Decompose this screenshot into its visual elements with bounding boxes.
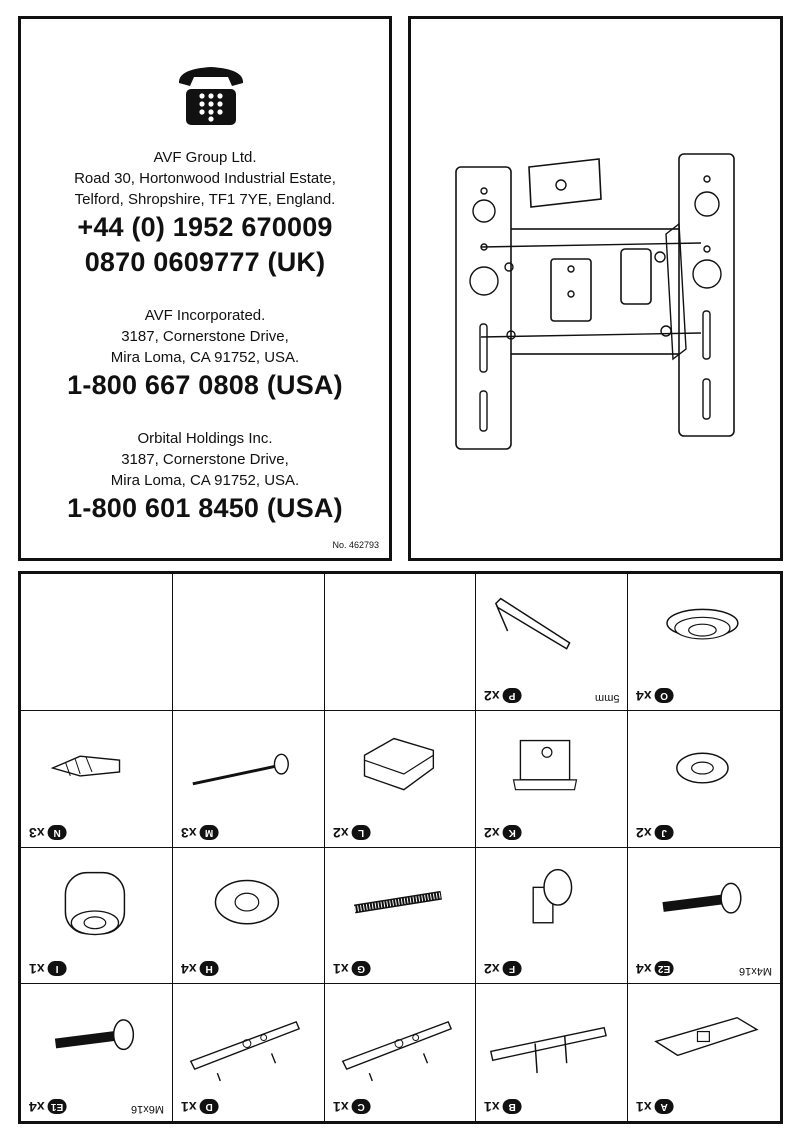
part-id-badge: J: [655, 825, 674, 840]
contact-panel: [18, 16, 392, 561]
part-cell-n: [21, 711, 173, 848]
part-label: [333, 1099, 371, 1115]
part-label: [484, 1099, 522, 1115]
part-label: [484, 961, 522, 977]
office-address-line: 3187, Cornerstone Drive,: [121, 451, 289, 468]
part-cell-j: [628, 711, 780, 848]
part-id-badge: D: [199, 1100, 218, 1115]
part-size-note: M6x16: [130, 1103, 164, 1115]
part-label: [636, 688, 674, 704]
part-cell-empty: [173, 574, 325, 711]
office-address-line: 3187, Cornerstone Drive,: [121, 328, 289, 345]
part-id-badge: E1: [48, 1100, 67, 1115]
part-id-badge: G: [351, 962, 370, 977]
part-cell-l: [325, 711, 477, 848]
part-label: [181, 1099, 219, 1115]
part-id-badge: O: [655, 688, 674, 703]
part-id-badge: E2: [655, 962, 674, 977]
part-quantity: x4: [636, 687, 652, 704]
part-id-badge: M: [199, 825, 218, 840]
part-quantity: x3: [180, 824, 197, 841]
office-avf-group: [21, 147, 389, 280]
office-name: AVF Incorporated.: [144, 307, 266, 324]
part-quantity: x3: [29, 824, 45, 841]
part-id-badge: K: [503, 825, 522, 840]
office-avf-inc: [21, 305, 389, 403]
part-size-note: 5mm: [594, 691, 620, 704]
part-id-badge: B: [503, 1100, 522, 1115]
part-quantity: x1: [180, 1099, 197, 1115]
parts-list-grid: [18, 571, 783, 1124]
part-quantity: x1: [332, 1099, 349, 1115]
phone-number: 1-800 601 8450 (USA): [67, 493, 343, 523]
phone-number: 1-800 667 0808 (USA): [67, 370, 343, 400]
office-address-line: Telford, Shropshire, TF1 7YE, England.: [74, 191, 336, 208]
office-address-line: Mira Loma, CA 91752, USA.: [110, 472, 300, 489]
part-cell-p: [476, 574, 628, 711]
part-label: [636, 1099, 674, 1115]
tv-bracket-assembly-illustration: [411, 19, 780, 558]
part-label: [636, 961, 674, 977]
part-id-badge: L: [351, 825, 370, 840]
part-quantity: x1: [332, 961, 349, 978]
part-id-badge: F: [503, 962, 522, 977]
part-quantity: x2: [484, 824, 500, 841]
part-id-badge: C: [351, 1100, 370, 1115]
part-label: [484, 688, 522, 704]
part-cell-empty: [21, 574, 173, 711]
part-quantity: x1: [484, 1099, 500, 1115]
phone-number: 0870 0609777 (UK): [84, 247, 326, 277]
telephone-icon: [176, 61, 246, 127]
office-address-line: Mira Loma, CA 91752, USA.: [110, 349, 300, 366]
part-id-badge: N: [48, 825, 67, 840]
part-cell-m: [173, 711, 325, 848]
part-cell-b: [476, 984, 628, 1121]
part-label: [181, 961, 219, 977]
part-label: [333, 961, 371, 977]
part-id-badge: I: [48, 962, 67, 977]
part-cell-h: [173, 848, 325, 985]
part-cell-f: [476, 848, 628, 985]
part-label: [181, 825, 219, 841]
part-quantity: x2: [484, 961, 500, 978]
part-label: [29, 825, 67, 841]
part-quantity: x4: [180, 961, 197, 978]
part-cell-c: [325, 984, 477, 1121]
part-id-badge: A: [655, 1100, 674, 1115]
part-cell-d: [173, 984, 325, 1121]
office-name: Orbital Holdings Inc.: [137, 430, 273, 447]
part-label: [484, 825, 522, 841]
part-id-badge: H: [199, 962, 218, 977]
part-label: [333, 825, 371, 841]
office-orbital: [21, 428, 389, 526]
part-cell-k: [476, 711, 628, 848]
reference-number: No. 462793: [332, 540, 379, 550]
bracket-illustration-panel: [408, 16, 783, 561]
part-cell-e1: [21, 984, 173, 1121]
office-name: AVF Group Ltd.: [153, 149, 257, 166]
part-label: [29, 1099, 67, 1115]
part-quantity: x1: [636, 1099, 652, 1115]
part-cell-g: [325, 848, 477, 985]
office-address-line: Road 30, Hortonwood Industrial Estate,: [74, 170, 336, 187]
part-quantity: x2: [332, 824, 349, 841]
part-size-note: M4x16: [738, 965, 772, 978]
part-cell-o: [628, 574, 780, 711]
part-label: [636, 825, 674, 841]
part-quantity: x4: [29, 1099, 45, 1115]
part-cell-i: [21, 848, 173, 985]
part-quantity: x4: [636, 961, 652, 978]
part-cell-a: [628, 984, 780, 1121]
phone-number: +44 (0) 1952 670009: [77, 212, 333, 242]
part-label: [29, 961, 67, 977]
part-quantity: x1: [29, 961, 45, 978]
part-cell-e2: [628, 848, 780, 985]
part-cell-empty: [325, 574, 477, 711]
part-quantity: x2: [636, 824, 652, 841]
part-quantity: x2: [484, 687, 500, 704]
part-id-badge: P: [503, 688, 522, 703]
